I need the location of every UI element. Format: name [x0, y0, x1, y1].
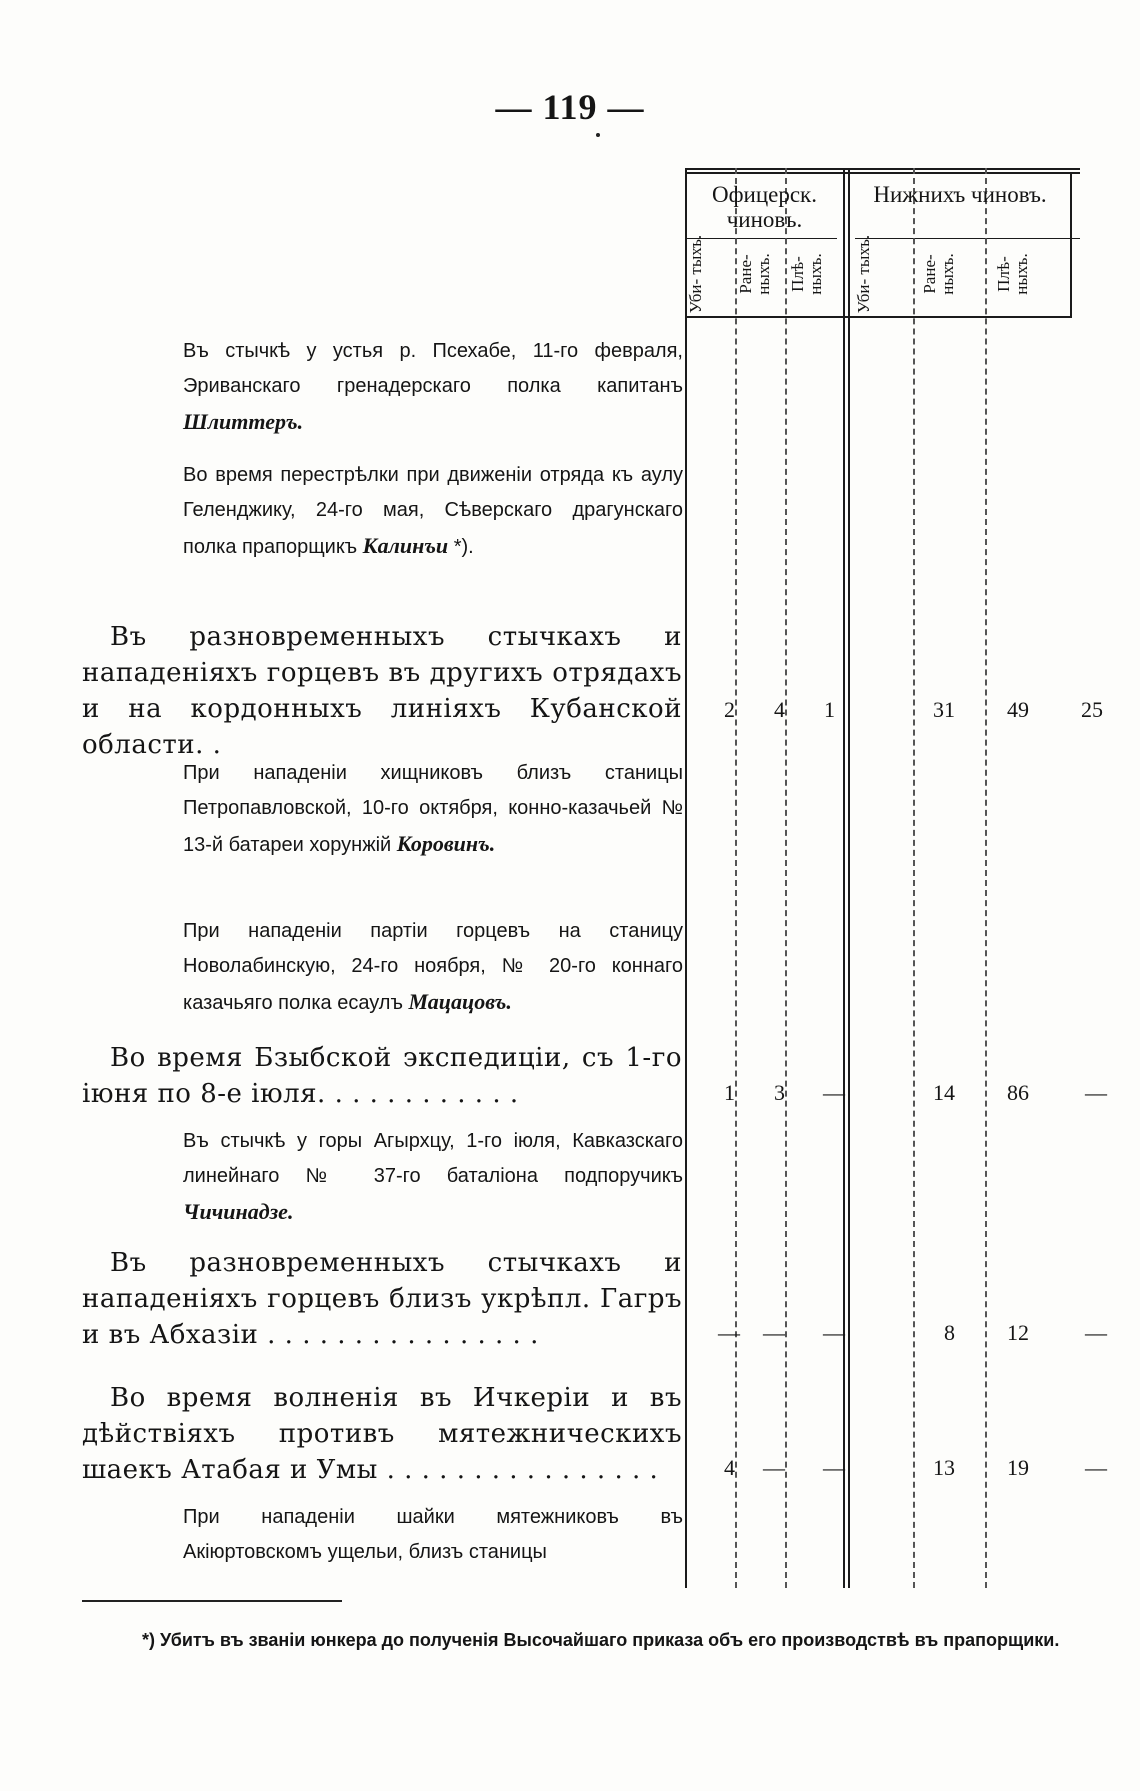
- casualty-table: [685, 168, 1080, 1588]
- col-line-3: [843, 168, 845, 1588]
- print-dot: [596, 133, 600, 137]
- col-line-4: [913, 168, 915, 1588]
- officers-wounded-value: —: [763, 1455, 785, 1480]
- officers-captured-header: Плѣ- ныхъ.: [788, 253, 825, 295]
- lower-captured-value: —: [1085, 1455, 1107, 1480]
- lower-killed-value: 8: [944, 1320, 955, 1345]
- officers-captured-value: 1: [824, 697, 835, 722]
- entry-ichkeria: Во время волненія въ Ичкеріи и въ дѣйствіяхъ противъ мятежническихъ шаекъ Атабая и Умы . . . . . . . . . . . . . . . .: [82, 1383, 682, 1485]
- lower-captured-header: Плѣ- ныхъ.: [994, 253, 1031, 295]
- lower-wounded-value: 12: [1007, 1320, 1029, 1345]
- entry-gelendzhik: Во время перестрѣлки при движеніи отряда къ аулу Геленджику, 24-го мая, Сѣверскаго драгунскаго полка прапорщикъ Калинъи *).: [183, 464, 683, 558]
- officers-captured-value: —: [823, 1455, 845, 1480]
- lower-captured-value: —: [1085, 1320, 1107, 1345]
- officers-wounded-value: —: [763, 1320, 785, 1345]
- entry-psekhabe: Въ стычкѣ у устья р. Псехабе, 11-го февраля, Эриванскаго гренадерскаго полка капитанъ Шлиттеръ.: [183, 340, 683, 434]
- lower-wounded-value: 49: [1007, 697, 1029, 722]
- entry-petropavlovskaya: При нападеніи хищниковъ близъ станицы Петропавловской, 10-го октября, конно-казачьей № 13-й батареи хорунжій Коровинъ.: [183, 762, 683, 856]
- officers-group-header: Офицерск. чиновъ.: [712, 182, 817, 232]
- officers-killed-value: —: [718, 1320, 740, 1345]
- entry-novolabinskaya: При нападеніи партіи горцевъ на станицу Новолабинскую, 24-го ноября, № 20-го коннаго казачьяго полка есаулъ Мацацовъ.: [183, 920, 683, 1014]
- lower-wounded-header: Ране- ныхъ.: [920, 253, 957, 295]
- row-kuban-values: [685, 695, 1103, 725]
- lower-killed-value: 13: [933, 1455, 955, 1480]
- lower-captured-value: —: [1085, 1080, 1107, 1105]
- footnote: *) Убитъ въ званіи юнкера до полученія Высочайшаго приказа объ его производствѣ въ прапорщики.: [142, 1630, 1060, 1650]
- row-ichkeria-values: [685, 1453, 1107, 1483]
- col-line-5: [985, 168, 987, 1588]
- entry-gagra-abkhazia: Въ разновременныхъ стычкахъ и нападеніяхъ горцевъ близъ укрѣпл. Гагръ и въ Абхазіи . . . . . . . . . . . . . . . .: [82, 1248, 682, 1350]
- table-top-rule-2: [685, 172, 1080, 174]
- entry-akiyurt: При нападеніи шайки мятежниковъ въ Акіюртовскомъ ущельи, близъ станицы: [183, 1506, 683, 1563]
- lower-killed-value: 31: [933, 697, 955, 722]
- officer-name: Шлиттеръ.: [183, 409, 304, 434]
- footnote-rule: [82, 1600, 342, 1602]
- entry-bzyb-expedition: Во время Бзыбской экспедиціи, съ 1-го іюня по 8-е іюля. . . . . . . . . . . .: [82, 1043, 682, 1109]
- officers-wounded-value: 3: [774, 1080, 785, 1105]
- officers-killed-value: 2: [724, 697, 735, 722]
- col-line-3b: [848, 168, 850, 1588]
- footnote-ref: *).: [453, 536, 474, 558]
- col-line-1: [735, 168, 737, 1588]
- lower-wounded-value: 86: [1007, 1080, 1029, 1105]
- officers-wounded-header: Ране- ныхъ.: [736, 253, 773, 295]
- officer-name: Калинъи: [362, 533, 449, 558]
- header-bottom-rule: [685, 316, 1070, 318]
- officers-killed-header: Уби- тыхъ.: [686, 234, 705, 314]
- officers-captured-value: —: [823, 1080, 845, 1105]
- page-number: — 119 —: [495, 87, 645, 127]
- lower-captured-value: 25: [1081, 697, 1103, 722]
- officers-captured-value: —: [823, 1320, 845, 1345]
- officer-name: Чичинадзе.: [183, 1199, 294, 1224]
- row-gagra-values: [685, 1318, 1107, 1348]
- entry-kuban-skirmishes: Въ разновременныхъ стычкахъ и нападеніяхъ горцевъ въ другихъ отрядахъ и на кордонныхъ линіяхъ Кубанской области. .: [82, 622, 682, 760]
- col-line-6: [1070, 173, 1072, 318]
- col-line-2: [785, 168, 787, 1588]
- row-bzyb-values: [685, 1078, 1107, 1108]
- lower-wounded-value: 19: [1007, 1455, 1029, 1480]
- officers-killed-value: 4: [724, 1455, 735, 1480]
- table-top-rule: [685, 168, 1080, 170]
- entry-agyrkhtsu: Въ стычкѣ у горы Агырхцу, 1-го іюля, Кавказскаго линейнаго № 37-го баталіона подпоручикъ Чичинадзе.: [183, 1130, 683, 1224]
- col-line-0: [685, 168, 687, 1588]
- officers-wounded-value: 4: [774, 697, 785, 722]
- lower-killed-value: 14: [933, 1080, 955, 1105]
- officer-name: Мацацовъ.: [408, 989, 512, 1014]
- lower-killed-header: Уби- тыхъ.: [854, 234, 873, 314]
- officer-name: Коровинъ.: [396, 831, 496, 856]
- officers-killed-value: 1: [724, 1080, 735, 1105]
- lower-ranks-group-header: Нижнихъ чиновъ.: [873, 182, 1047, 207]
